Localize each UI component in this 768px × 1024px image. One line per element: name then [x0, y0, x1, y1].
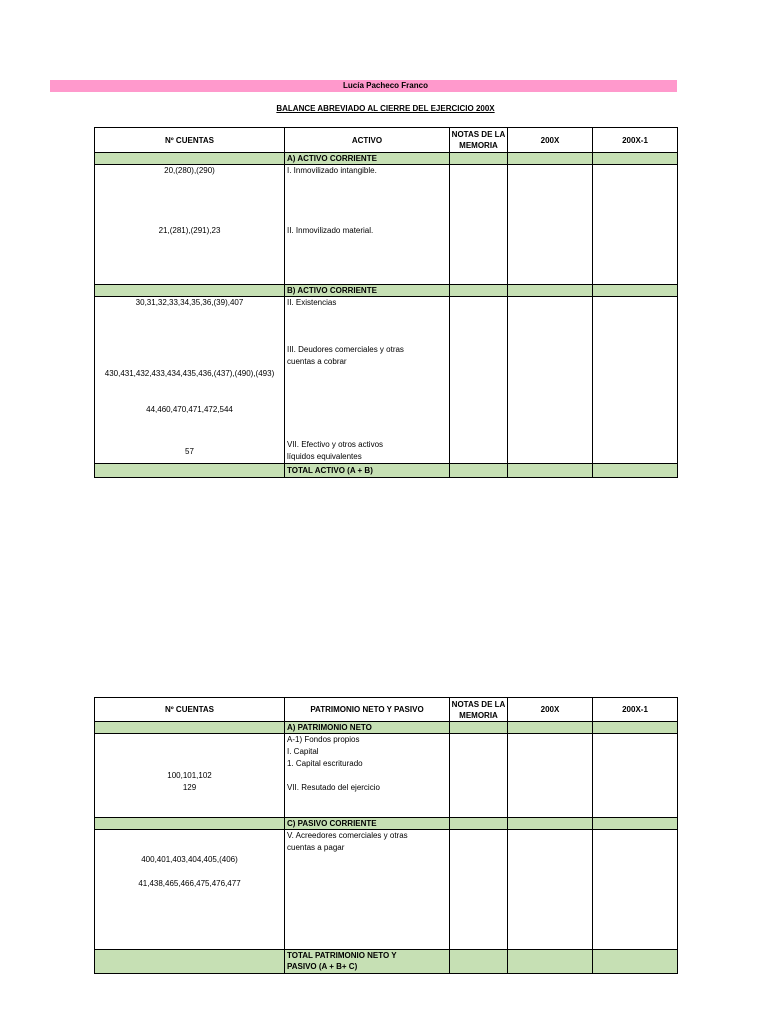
line-item: A-1) Fondos propios	[287, 735, 360, 744]
total-row-pasivo	[95, 950, 677, 973]
account-codes: 57	[185, 447, 194, 456]
total-row-activo	[95, 464, 677, 477]
col-header-activo	[285, 128, 450, 152]
line-item: líquidos equivalentes	[287, 452, 362, 461]
year-current-cell	[508, 285, 593, 296]
section-label-cell	[285, 818, 450, 829]
section-label-cell	[285, 722, 450, 733]
col-header-notas-line: NOTAS DE LA	[451, 130, 506, 139]
col-header-year-prior-label: 200X-1	[622, 705, 648, 714]
col-header-cuentas	[95, 128, 285, 152]
line-item: 1. Capital escriturado	[287, 759, 363, 768]
account-codes: 44,460,470,471,472,544	[146, 405, 233, 414]
col-header-activo-label: ACTIVO	[351, 135, 383, 145]
accounts-cell	[95, 950, 285, 973]
line-items-cell	[285, 165, 450, 284]
account-codes: 100,101,102	[167, 771, 212, 780]
line-item: V. Acreedores comerciales y otras	[287, 831, 408, 840]
year-current-cell	[508, 153, 593, 164]
notes-cell	[450, 830, 508, 949]
accounts-cell	[95, 165, 285, 284]
section-label: C) PASIVO CORRIENTE	[287, 819, 377, 828]
notes-cell	[450, 950, 508, 973]
account-codes: 430,431,432,433,434,435,436,(437),(490),(493)	[104, 369, 275, 378]
year-prior-cell	[593, 464, 677, 477]
year-prior-cell	[593, 297, 677, 463]
accounts-cell	[95, 734, 285, 817]
line-item: VII. Resutado del ejercicio	[287, 783, 380, 792]
notes-cell	[450, 297, 508, 463]
accounts-cell	[95, 297, 285, 463]
notes-cell	[450, 153, 508, 164]
total-label-cell	[285, 950, 450, 973]
line-item: II. Existencias	[287, 298, 337, 307]
year-current-cell	[508, 950, 593, 973]
year-current-cell	[508, 297, 593, 463]
line-item: VII. Efectivo y otros activos	[287, 440, 384, 449]
document-title-text: BALANCE ABREVIADO AL CIERRE DEL EJERCICIO 200X	[276, 104, 495, 113]
col-header-year-prior	[593, 698, 677, 721]
account-codes: 30,31,32,33,34,35,36,(39),407	[135, 298, 244, 307]
section-body-activo-b	[95, 297, 677, 464]
total-label-cell	[285, 464, 450, 477]
year-current-cell	[508, 165, 593, 284]
year-current-cell	[508, 464, 593, 477]
line-item: cuentas a pagar	[287, 843, 345, 852]
year-prior-cell	[593, 734, 677, 817]
notes-cell	[450, 722, 508, 733]
accounts-cell	[95, 153, 285, 164]
activo-table	[94, 127, 678, 478]
year-prior-cell	[593, 153, 677, 164]
accounts-cell	[95, 818, 285, 829]
col-header-notas	[450, 128, 508, 152]
year-current-cell	[508, 734, 593, 817]
pasivo-table	[94, 697, 678, 974]
col-header-year-prior	[593, 128, 677, 152]
account-codes: 400,401,403,404,405,(406)	[141, 855, 238, 864]
col-header-notas-line: MEMORIA	[459, 141, 498, 150]
col-header-cuentas	[95, 698, 285, 721]
year-prior-cell	[593, 722, 677, 733]
section-row-pasivo-a	[95, 722, 677, 734]
line-item: III. Deudores comerciales y otras	[287, 345, 404, 354]
line-items-cell	[285, 830, 450, 949]
section-label: A) PATRIMONIO NETO	[287, 723, 372, 732]
year-prior-cell	[593, 285, 677, 296]
notes-cell	[450, 818, 508, 829]
year-current-cell	[508, 818, 593, 829]
document-title	[94, 103, 677, 115]
line-item: I. Capital	[287, 747, 319, 756]
total-label: TOTAL ACTIVO (A + B)	[287, 466, 373, 475]
year-prior-cell	[593, 818, 677, 829]
line-item: I. Inmovilizado intangible.	[287, 166, 377, 175]
section-label-cell	[285, 153, 450, 164]
account-codes: 20,(280),(290)	[164, 166, 215, 175]
section-body-pasivo-a	[95, 734, 677, 818]
section-label: B) ACTIVO CORRIENTE	[287, 286, 377, 295]
col-header-cuentas-label: Nº CUENTAS	[165, 705, 214, 714]
year-current-cell	[508, 830, 593, 949]
col-header-year-current	[508, 128, 593, 152]
line-items-cell	[285, 297, 450, 463]
section-label: A) ACTIVO CORRIENTE	[287, 154, 377, 163]
year-prior-cell	[593, 950, 677, 973]
col-header-patrimonio-pasivo	[285, 698, 450, 721]
line-item: cuentas a cobrar	[287, 357, 347, 366]
line-items-cell	[285, 734, 450, 817]
activo-header-row	[95, 128, 677, 153]
account-codes: 41,438,465,466,475,476,477	[138, 879, 241, 888]
section-row-activo-a	[95, 153, 677, 165]
col-header-cuentas-label: Nº CUENTAS	[165, 135, 214, 145]
account-codes: 129	[182, 783, 197, 792]
line-item: II. Inmovilizado material.	[287, 226, 374, 235]
total-label: TOTAL PATRIMONIO NETO Y	[287, 951, 397, 960]
section-row-activo-b	[95, 285, 677, 297]
notes-cell	[450, 734, 508, 817]
section-row-pasivo-c	[95, 818, 677, 830]
col-header-notas	[450, 698, 508, 721]
author-banner	[50, 80, 677, 92]
account-codes: 21,(281),(291),23	[158, 226, 221, 235]
accounts-cell	[95, 722, 285, 733]
col-header-year-current	[508, 698, 593, 721]
year-prior-cell	[593, 830, 677, 949]
notes-cell	[450, 285, 508, 296]
section-body-pasivo-c	[95, 830, 677, 950]
col-header-notas-line: NOTAS DE LA	[451, 699, 506, 709]
col-header-notas-line: MEMORIA	[459, 710, 498, 720]
accounts-cell	[95, 464, 285, 477]
col-header-patrimonio-pasivo-label: PATRIMONIO NETO Y PASIVO	[310, 705, 424, 714]
section-body-activo-a	[95, 165, 677, 285]
total-label: PASIVO (A + B+ C)	[287, 962, 358, 971]
notes-cell	[450, 464, 508, 477]
pasivo-header-row	[95, 698, 677, 722]
accounts-cell	[95, 285, 285, 296]
notes-cell	[450, 165, 508, 284]
author-name: Lucía Pacheco Franco	[343, 81, 428, 90]
accounts-cell	[95, 830, 285, 949]
col-header-year-current-label: 200X	[540, 705, 560, 714]
col-header-year-current-label: 200X	[540, 135, 560, 145]
section-label-cell	[285, 285, 450, 296]
year-prior-cell	[593, 165, 677, 284]
col-header-year-prior-label: 200X-1	[622, 135, 648, 145]
year-current-cell	[508, 722, 593, 733]
